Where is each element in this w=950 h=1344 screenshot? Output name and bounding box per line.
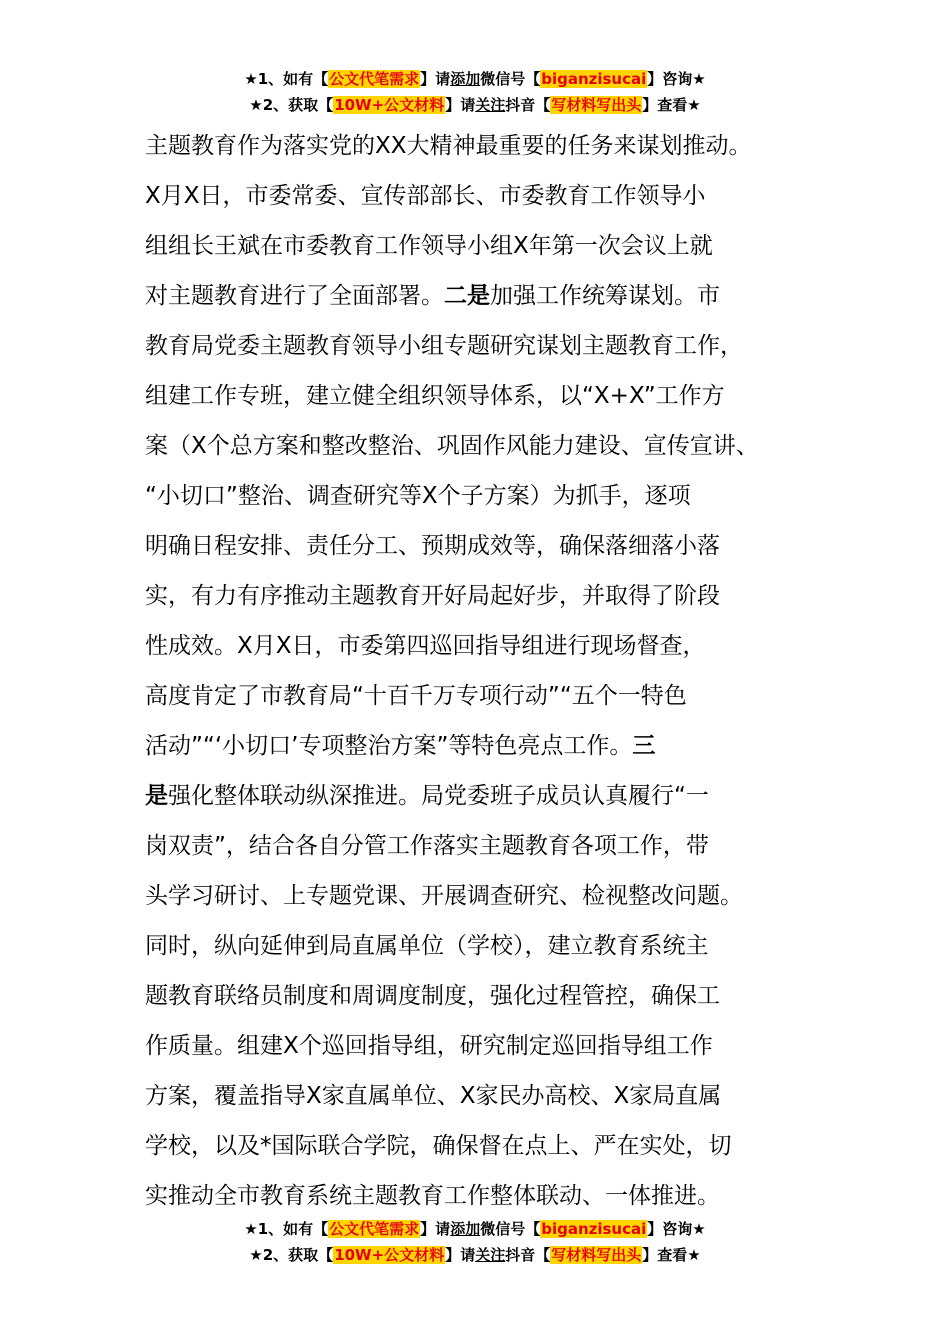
banner-text: 】查看★ [642,96,701,114]
banner-text: 】请 [420,1220,451,1238]
banner-underline: 添加 [450,70,481,88]
banner-text: 】查看★ [642,1246,701,1264]
banner-underline: 关注 [475,1246,506,1264]
banner-text: 】请 [420,70,451,88]
paragraph-line: 性成效。X月X日，市委第四巡回指导组进行现场督查， [145,633,706,659]
banner-text: 微信号【 [480,70,541,88]
banner-text: ★1、如有【 [244,70,329,88]
paragraph-line [145,721,835,771]
paragraph-text: 强化整体联动纵深推进。局党委班子成员认真履行“一 [168,783,709,809]
paragraph-text: 活动”“‘小切口’专项整治方案”等特色亮点工作。 [145,733,633,759]
banner-text: 】请 [445,96,476,114]
paragraph-text: 对主题教育进行了全面部署。 [145,283,444,309]
paragraph-line: 组建工作专班，建立健全组织领导体系，以“X+X”工作方 [145,383,725,409]
bold-marker: 三 [632,733,656,759]
document-body [145,121,835,1221]
paragraph-line: 作质量。组建X个巡回指导组，研究制定巡回指导组工作 [145,1033,713,1059]
paragraph-line: 教育局党委主题教育领导小组专题研究谋划主题教育工作， [145,333,743,359]
paragraph-line: 头学习研讨、上专题党课、开展调查研究、检视整改问题。 [145,883,743,909]
paragraph-line: 明确日程安排、责任分工、预期成效等，确保落细落小落 [145,533,720,559]
paragraph-line: 实，有力有序推动主题教育开好局起好步，并取得了阶段 [145,583,720,609]
paragraph-line: 实推动全市教育系统主题教育工作整体联动、一体推进。 [145,1183,720,1209]
banner-text: ★2、获取【 [249,96,334,114]
banner-text: 】请 [445,1246,476,1264]
paragraph-line: 组组长王斌在市委教育工作领导小组X年第一次会议上就 [145,233,713,259]
banner-line-1 [0,1216,950,1242]
paragraph-line: 岗双责”，结合各自分管工作落实主题教育各项工作，带 [145,833,709,859]
banner-highlight: 写材料写出头 [551,96,642,114]
banner-underline: 添加 [450,1220,481,1238]
banner-highlight: biganzisucai [541,70,647,88]
header-banner [0,66,950,118]
bold-marker: 是 [145,783,168,809]
banner-highlight: biganzisucai [541,1220,647,1238]
paragraph-line: 案（X个总方案和整改整治、巩固作风能力建设、宣传宣讲、 [145,433,759,459]
paragraph-line: 题教育联络员制度和周调度制度，强化过程管控，确保工 [145,983,720,1009]
banner-line-2 [0,92,950,118]
banner-underline: 关注 [475,96,506,114]
banner-text: 】咨询★ [647,1220,706,1238]
banner-text: ★1、如有【 [244,1220,329,1238]
banner-highlight: 写材料写出头 [551,1246,642,1264]
paragraph-line: 同时，纵向延伸到局直属单位（学校），建立教育系统主 [145,933,709,959]
banner-line-1 [0,66,950,92]
bold-marker: 二是 [444,283,490,309]
banner-text: 抖音【 [505,96,551,114]
banner-text: 微信号【 [480,1220,541,1238]
footer-banner [0,1216,950,1268]
paragraph-line: X月X日，市委常委、宣传部部长、市委教育工作领导小 [145,183,706,209]
banner-highlight: 10W+公文材料 [334,1246,445,1264]
banner-text: ★2、获取【 [249,1246,334,1264]
banner-text: 】咨询★ [647,70,706,88]
paragraph-line: “小切口”整治、调查研究等X个子方案）为抓手，逐项 [145,483,691,509]
banner-highlight: 10W+公文材料 [334,96,445,114]
paragraph-line [145,271,835,321]
paragraph-text: 加强工作统筹谋划。市 [490,283,720,309]
banner-line-2 [0,1242,950,1268]
banner-highlight: 公文代笔需求 [329,70,420,88]
paragraph-line [145,771,835,821]
banner-highlight: 公文代笔需求 [329,1220,420,1238]
paragraph-line: 高度肯定了市教育局“十百千万专项行动”“五个一特色 [145,683,687,709]
paragraph-line: 学校，以及*国际联合学院，确保督在点上、严在实处，切 [145,1133,732,1159]
paragraph-line: 方案，覆盖指导X家直属单位、X家民办高校、X家局直属 [145,1083,722,1109]
banner-text: 抖音【 [505,1246,551,1264]
paragraph-line: 主题教育作为落实党的XX大精神最重要的任务来谋划推动。 [145,133,752,159]
